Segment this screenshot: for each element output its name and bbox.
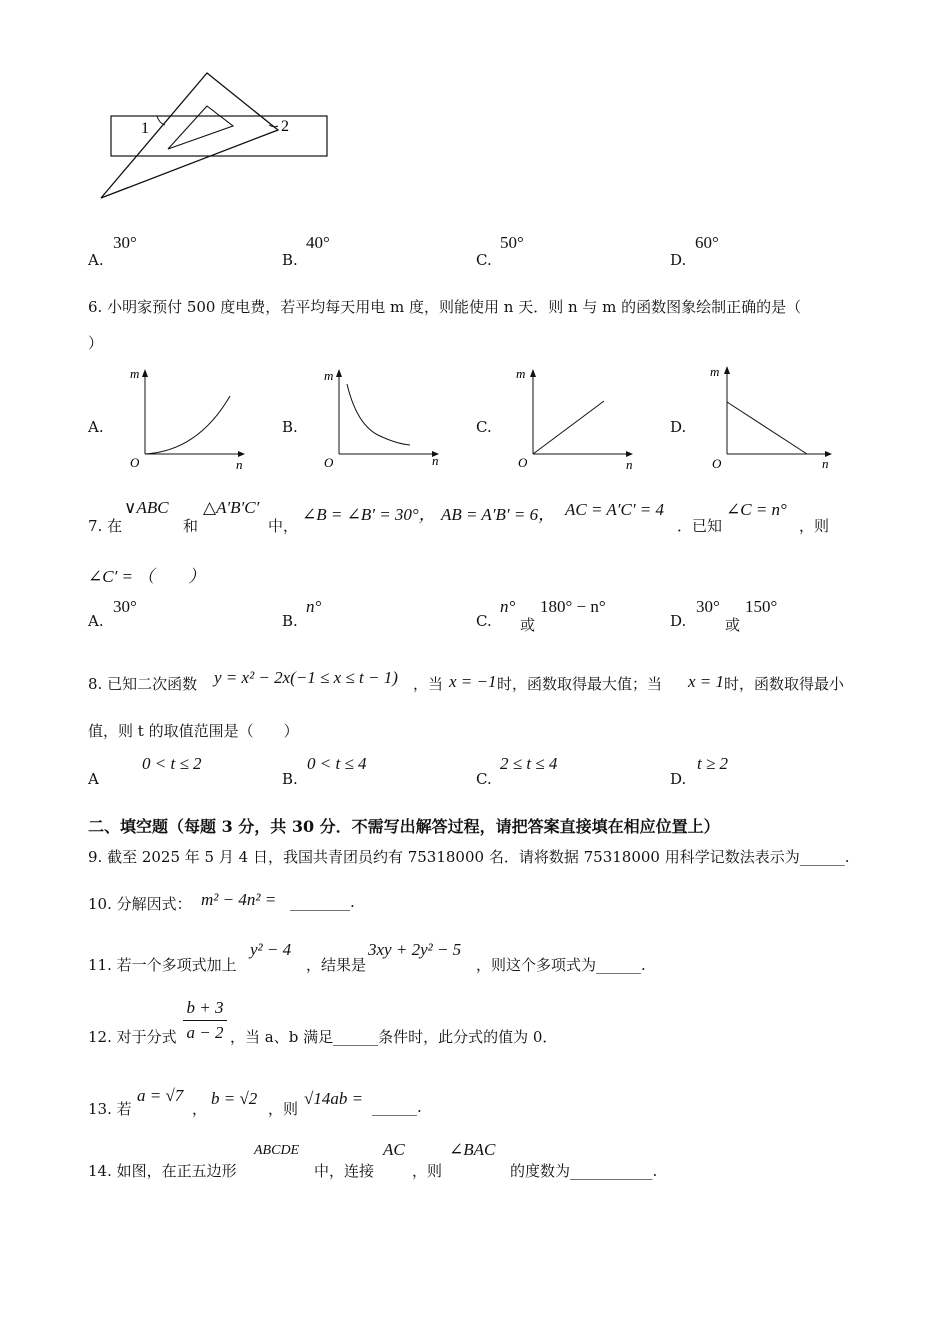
q8-result-2: 时，函数取得最小 (724, 675, 845, 693)
q8-option-d-value: t ≥ 2 (697, 754, 729, 773)
q14-suffix: 的度数为___________. (510, 1162, 658, 1180)
q14-mid: 中，连接 (314, 1162, 375, 1180)
q7-then: ，则 (799, 517, 830, 535)
q13-prefix: 13. 若 (88, 1100, 132, 1118)
q13-blank: ______. (372, 1098, 422, 1116)
q6-graph-c (506, 366, 636, 476)
small-triangle (168, 106, 233, 149)
q6-question-text: 6. 小明家预付 500 度电费，若平均每天用电 m 度，则能使用 n 天．则 n 与 m 的函数图象绘制正确的是（ (88, 298, 802, 316)
q8-x-1: x = −1 (449, 672, 497, 691)
q10-prefix: 10. 分解因式： (88, 895, 192, 913)
q7-condition-2: AB = A′B′ = 6， (441, 505, 556, 524)
q7-prefix: 7. 在 (88, 517, 123, 535)
q13-then: ，则 (268, 1100, 299, 1118)
q5-option-c-letter: C. (476, 251, 492, 269)
q7-option-c-letter: C. (476, 612, 492, 630)
q6-graph-d (700, 362, 835, 476)
q14-angle: ∠BAC (449, 1140, 496, 1159)
q5-option-d-letter: D. (670, 251, 687, 269)
q7-given: ∠C = n° (726, 500, 787, 519)
q7-known: ．已知 (677, 517, 723, 535)
q13-expression: √14ab = (304, 1089, 364, 1108)
svg-text:m: m (516, 366, 526, 381)
svg-text:n: n (626, 457, 633, 472)
q8-option-a-value: 0 < t ≤ 2 (142, 754, 202, 773)
q6-option-c-letter: C. (476, 418, 492, 436)
q7-option-b-value: n° (306, 597, 322, 616)
angle-1-label: 1 (141, 120, 149, 137)
q12-fraction (183, 998, 227, 1043)
q6-graph-b (312, 366, 442, 476)
q8-prefix: 8. 已知二次函数 (88, 675, 198, 693)
q7-condition-3: AC = A′C′ = 4 (565, 500, 665, 519)
q7-option-d-letter: D. (670, 612, 687, 630)
q7-option-c-or: 或 (520, 616, 536, 634)
q7-condition-1: ∠B = ∠B′ = 30°， (302, 505, 436, 524)
large-triangle (101, 73, 278, 198)
q5-figure (95, 70, 335, 205)
svg-text:m: m (710, 364, 720, 379)
svg-text:m: m (324, 368, 334, 383)
q7-option-c-value2: 180° − n° (540, 597, 606, 616)
q7-and: 和 (183, 517, 199, 535)
q5-option-d-value: 60° (695, 233, 719, 252)
q8-option-c-letter: C. (476, 770, 492, 788)
q14-then: ，则 (412, 1162, 443, 1180)
angle-2-label: 2 (281, 118, 289, 135)
q7-ask: ∠C′ = （ ） (88, 567, 206, 586)
q7-option-d-value2: 150° (745, 597, 778, 616)
q7-option-a-letter: A. (88, 612, 104, 630)
q11-expression-2: 3xy + 2y² − 5 (368, 940, 462, 959)
q7-option-b-letter: B. (282, 612, 298, 630)
q6-option-a-letter: A. (88, 418, 104, 436)
svg-text:n: n (432, 453, 439, 468)
svg-text:O: O (130, 455, 140, 470)
q6-option-b-letter: B. (282, 418, 298, 436)
section-2-title: 二、填空题（每题 3 分，共 30 分．不需写出解答过程，请把答案直接填在相应位置上） (88, 817, 720, 836)
q8-option-c-value: 2 ≤ t ≤ 4 (500, 754, 558, 773)
q12-numerator: b + 3 (183, 998, 227, 1021)
q6-question-end: ） (88, 334, 104, 352)
q7-option-a-value: 30° (113, 597, 137, 616)
q7-triangle-2: △A′B′C′ (203, 498, 260, 517)
q7-option-d-value: 30° (696, 597, 720, 616)
q5-option-a-value: 30° (113, 233, 137, 252)
q13-b: b = √2 (211, 1089, 258, 1108)
svg-text:O: O (712, 456, 722, 471)
q8-x-2: x = 1 (688, 672, 725, 691)
q8-option-b-value: 0 < t ≤ 4 (307, 754, 367, 773)
q12-suffix: ，当 a、b 满足______条件时，此分式的值为 0． (230, 1028, 558, 1046)
q5-option-c-value: 50° (500, 233, 524, 252)
q10-expression: m² − 4n² = (201, 890, 277, 909)
q14-segment: AC (383, 1140, 405, 1159)
q5-option-b-value: 40° (306, 233, 330, 252)
q8-option-a-letter: A (88, 770, 99, 788)
q11-suffix: ，则这个多项式为______. (476, 956, 646, 974)
q8-function: y = x² − 2x(−1 ≤ x ≤ t − 1) (214, 668, 398, 687)
q11-prefix: 11. 若一个多项式加上 (88, 956, 237, 974)
q12-prefix: 12. 对于分式 (88, 1028, 177, 1046)
q7-option-c-value: n° (500, 597, 516, 616)
q13-comma: ， (192, 1100, 208, 1118)
q5-option-a-letter: A. (88, 251, 104, 269)
q8-result-1: 时，函数取得最大值；当 (497, 675, 663, 693)
svg-text:O: O (518, 455, 528, 470)
q14-prefix: 14. 如图，在正五边形 (88, 1162, 237, 1180)
svg-text:n: n (236, 457, 243, 472)
q6-option-d-letter: D. (670, 418, 687, 436)
q7-triangle-1: ∨ABC (124, 498, 169, 517)
q11-expression-1: y² − 4 (250, 940, 292, 959)
q12-denominator: a − 2 (186, 1023, 224, 1042)
svg-text:m: m (130, 366, 140, 381)
q13-a: a = √7 (137, 1086, 184, 1105)
q7-option-d-or: 或 (725, 616, 741, 634)
q6-graph-a (118, 366, 248, 476)
q8-line-2: 值，则 t 的取值范围是（ ） (88, 722, 299, 740)
q11-mid: ，结果是 (306, 956, 367, 974)
q9-text: 9. 截至 2025 年 5 月 4 日，我国共青团员约有 75318000 名．请将数据 75318000 用科学记数法表示为______. (88, 848, 850, 866)
q8-option-d-letter: D. (670, 770, 687, 788)
svg-text:n: n (822, 456, 829, 471)
q5-option-b-letter: B. (282, 251, 298, 269)
q14-polygon: ABCDE (254, 1143, 300, 1158)
q7-mid: 中， (268, 517, 299, 535)
q8-when-1: ，当 (413, 675, 444, 693)
q10-blank: ________. (290, 893, 355, 911)
svg-text:O: O (324, 455, 334, 470)
q8-option-b-letter: B. (282, 770, 298, 788)
